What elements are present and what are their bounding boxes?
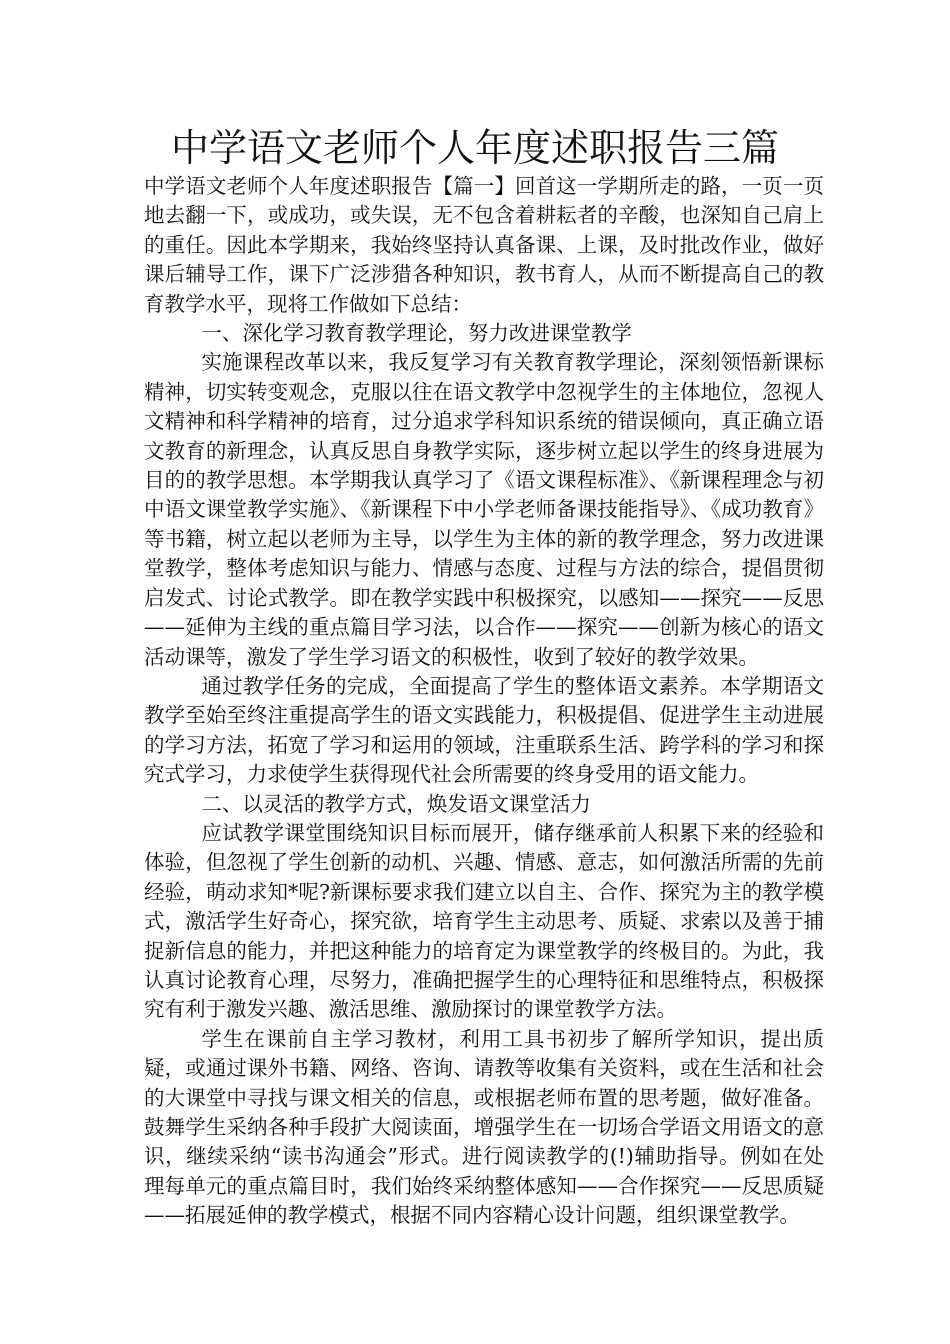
body-paragraph: 实施课程改革以来，我反复学习有关教育教学理论，深刻领悟新课标精神，切实转变观念，克服以往在语文教学中忽视学生的主体地位，忽视人文精神和科学精神的培育，过分追求学科知识系统的错误倾向，真正确立语文教育的新理念，认真反思自身教学实际，逐步树立起以学生的终身进展为目的的教学思想。本学期我认真学习了《语文课程标准》、《新课程理念与初中语文课堂教学实施》、《新课程下中小学老师备课技能指导》、《成功教育》等书籍，树立起以老师为主导，以学生为主体的新的教学理念，努力改进课堂教学，整体考虑知识与能力、情感与态度、过程与方法的综合，提倡贯彻启发式、讨论式教学。即在教学实践中积极探究，以感知——探究——反思——延伸为主线的重点篇目学习法，以合作——探究——创新为核心的语文活动课等，激发了学生学习语文的积极性，收到了较好的教学效果。	[144, 350, 824, 669]
body-paragraph: 应试教学课堂围绕知识目标而展开，储存继承前人积累下来的经验和体验，但忽视了学生创新的动机、兴趣、情感、意志，如何激活所需的先前经验，萌动求知*呢?新课标要求我们建立以自主、合作、探究为主的教学模式，激活学生好奇心，探究欲，培育学生主动思考、质疑、求索以及善于捕捉新信息的能力，并把这种能力的培育定为课堂教学的终极目的。为此，我认真讨论教育心理，尽努力，准确把握学生的心理特征和思维特点，积极探究有利于激发兴趣、激活思维、激励探讨的课堂教学方法。	[144, 820, 824, 1022]
section-heading-1: 一、深化学习教育教学理论，努力改进课堂教学	[201, 321, 632, 346]
section-heading-2: 二、以灵活的教学方式，焕发语文课堂活力	[201, 791, 591, 816]
document-title: 中学语文老师个人年度述职报告三篇	[170, 126, 779, 170]
body-paragraph: 学生在课前自主学习教材，利用工具书初步了解所学知识，提出质疑，或通过课外书籍、网络、咨询、请教等收集有关资料，或在生活和社会的大课堂中寻找与课文相关的信息，或根据老师布置的思考题，做好准备。鼓舞学生采纳各种手段扩大阅读面，增强学生在一切场合学语文用语文的意识，继续采纳“读书沟通会”形式。进行阅读教学的(!)辅助指导。例如在处理每单元的重点篇目时，我们始终采纳整体感知——合作探究——反思质疑——拓展延伸的教学模式，根据不同内容精心设计问题，组织课堂教学。	[144, 1026, 824, 1228]
body-paragraph: 通过教学任务的完成，全面提高了学生的整体语文素养。本学期语文教学至始至终注重提高学生的语文实践能力，积极提倡、促进学生主动进展的学习方法，拓宽了学习和运用的领域，注重联系生活、跨学科的学习和探究式学习，力求使学生获得现代社会所需要的终身受用的语文能力。	[144, 673, 824, 787]
document-body	[144, 172, 824, 1231]
intro-paragraph: 中学语文老师个人年度述职报告【篇一】回首这一学期所走的路，一页一页地去翻一下，或成功，或失误，无不包含着耕耘者的辛酸，也深知自己肩上的重任。因此本学期来，我始终坚持认真备课、上课，及时批改作业，做好课后辅导工作，课下广泛涉猎各种知识，教书育人，从而不断提高自己的教育教学水平，现将工作做如下总结：	[144, 174, 824, 316]
